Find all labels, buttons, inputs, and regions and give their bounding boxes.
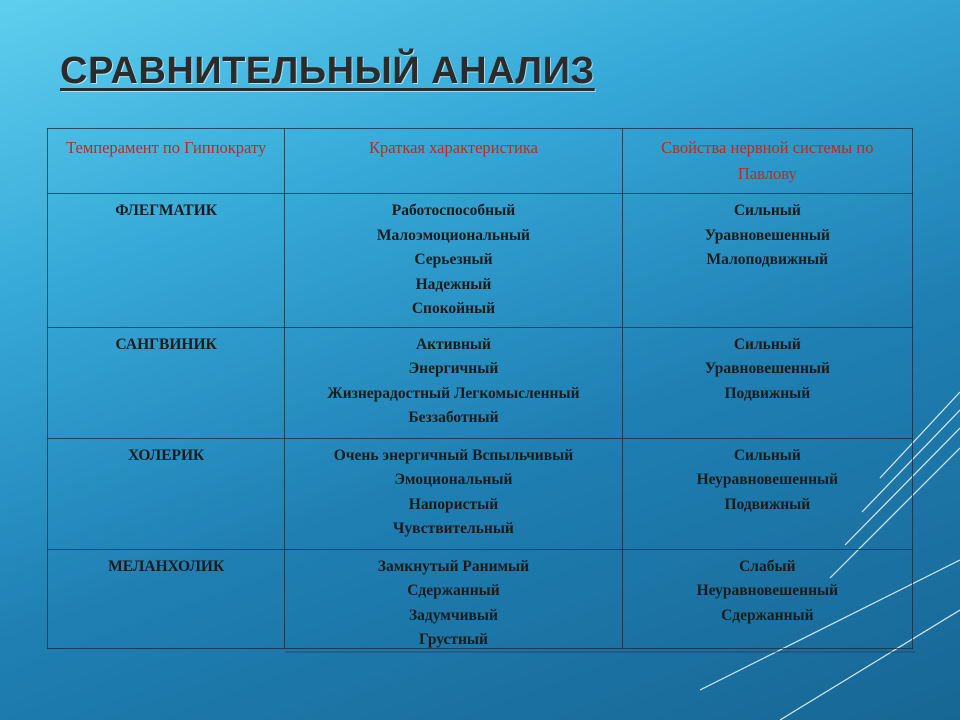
table-header-row — [48, 129, 913, 194]
property-item: Неуравновешенный — [696, 471, 839, 488]
property-item: Сильный — [733, 335, 801, 353]
trait-item: Напористый — [408, 495, 499, 513]
slide-title: СРАВНИТЕЛЬНЫЙ АНАЛИЗ — [60, 50, 595, 92]
trait-item: Сдержанный — [407, 582, 500, 599]
trait-item: Работоспособный — [391, 202, 516, 219]
comparison-table — [47, 128, 913, 649]
header-nervous-system: Свойства нервной системы по Павлову — [622, 129, 912, 194]
table-row — [48, 438, 913, 549]
table-row — [48, 549, 913, 648]
trait-item: Серьезный — [414, 251, 493, 268]
properties-cell — [622, 438, 912, 549]
property-item: Слабый — [739, 557, 796, 575]
property-item: Подвижный — [724, 495, 811, 513]
table-row — [48, 194, 913, 328]
temperament-cell: ХОЛЕРИК — [48, 438, 285, 549]
trait-item: Задумчивый — [408, 606, 498, 624]
header-temperament: Темперамент по Гиппократу — [48, 129, 285, 194]
properties-cell — [622, 549, 912, 648]
trait-item: Энергичный — [408, 360, 499, 377]
property-item: Неуравновешенный — [696, 582, 839, 599]
trait-item: Беззаботный — [408, 409, 499, 426]
traits-cell — [285, 438, 622, 549]
trait-item: Активный — [415, 335, 491, 353]
property-item: Уравновешенный — [704, 360, 830, 377]
temperament-cell: САНГВИНИК — [48, 327, 285, 438]
property-item: Сильный — [733, 202, 801, 219]
property-item: Сильный — [733, 446, 801, 464]
table-row — [48, 327, 913, 438]
properties-cell — [622, 194, 912, 328]
trait-item: Малоэмоциональный — [376, 226, 530, 244]
property-item: Уравновешенный — [704, 226, 830, 244]
trait-item: Чувствительный — [393, 520, 514, 537]
header-characteristic: Краткая характеристика — [285, 129, 622, 194]
trait-item: Жизнерадостный Легкомысленный — [327, 384, 580, 402]
traits-cell — [285, 327, 622, 438]
traits-cell — [285, 194, 622, 328]
traits-cell: Замкнутый Ранимый Сдержанный Задумчивый Грустный — [285, 549, 622, 648]
trait-item: Спокойный — [411, 300, 496, 317]
temperament-cell: ФЛЕГМАТИК — [48, 194, 285, 328]
property-item: Сдержанный — [721, 606, 814, 624]
trait-item: Замкнутый Ранимый — [377, 557, 530, 575]
property-item: Подвижный — [724, 384, 811, 402]
temperament-cell: МЕЛАНХОЛИК — [48, 549, 285, 648]
trait-item: Эмоциональный — [394, 471, 513, 488]
properties-cell — [622, 327, 912, 438]
property-item: Малоподвижный — [706, 251, 829, 268]
trait-item: Очень энергичный Вспыльчивый — [333, 446, 574, 464]
trait-item: Надежный — [415, 275, 492, 293]
